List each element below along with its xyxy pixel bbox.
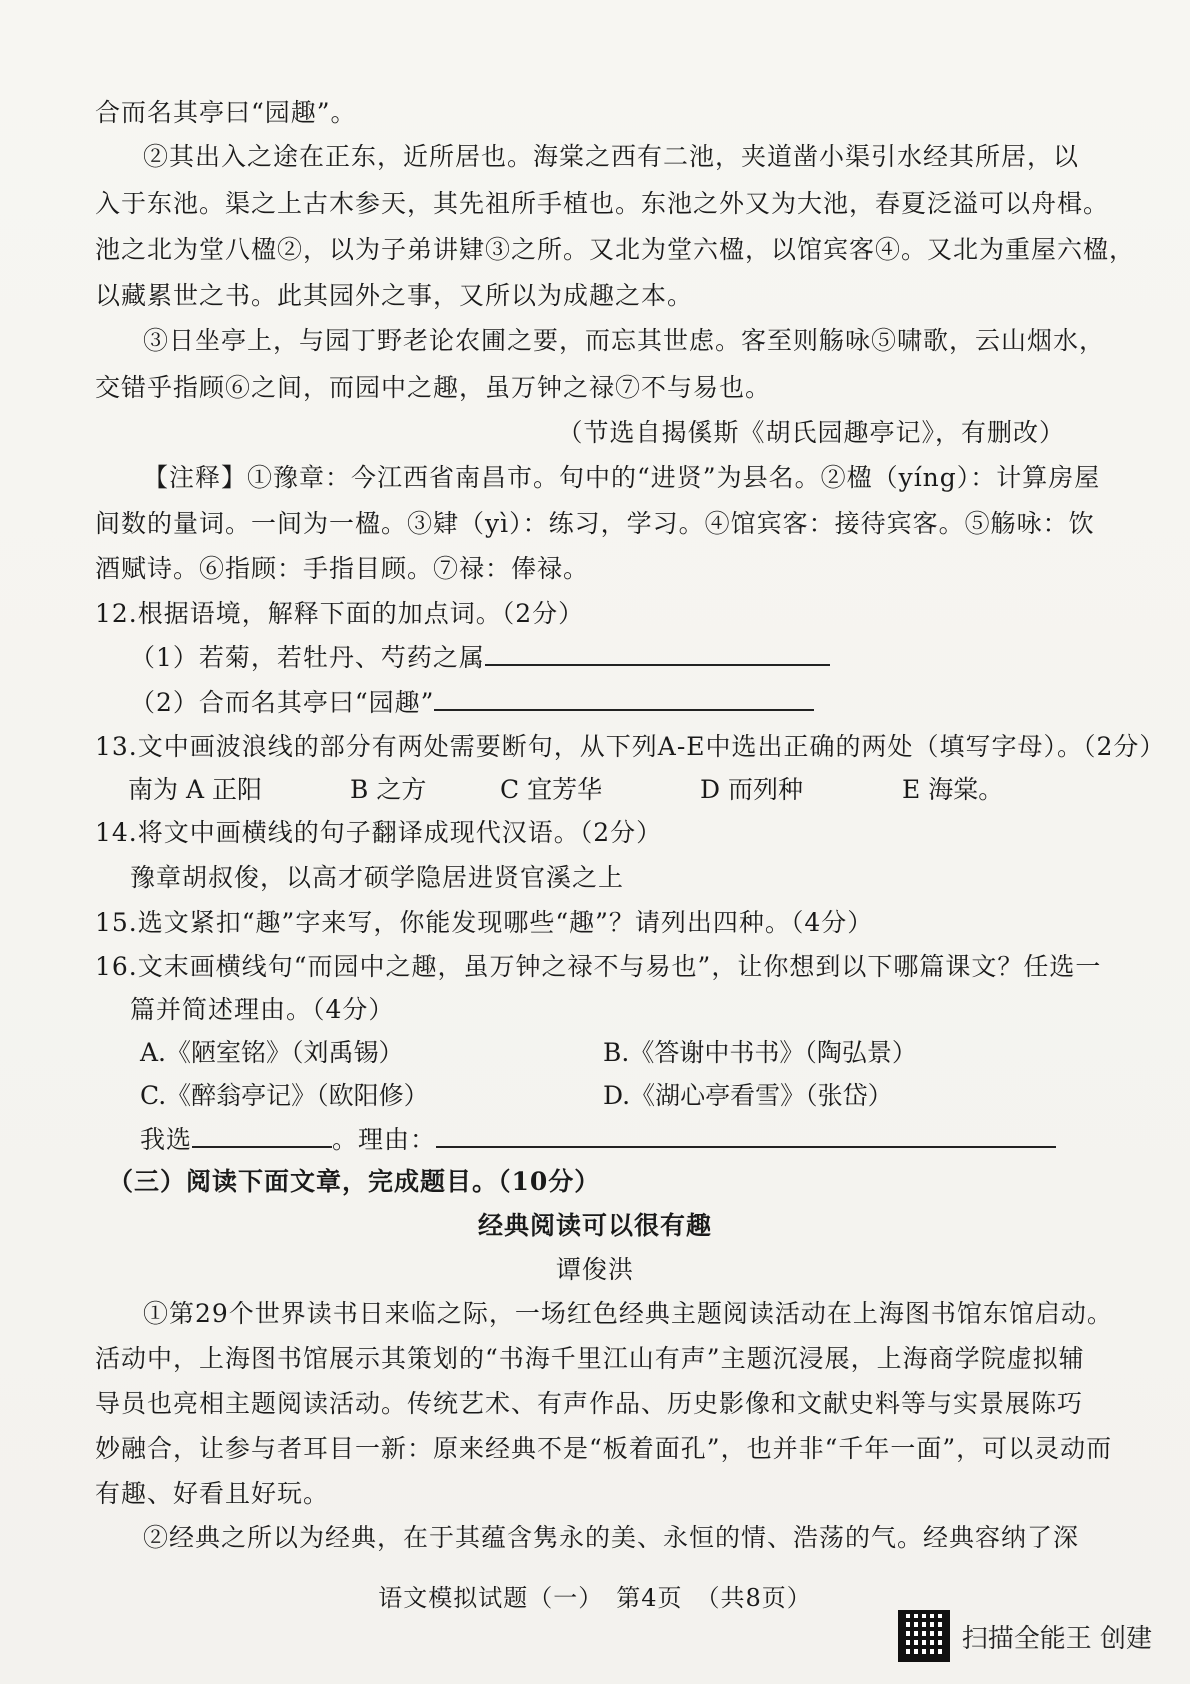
article-line: ①第29个世界读书日来临之际，一场红色经典主题阅读活动在上海图书馆东馆启动。 bbox=[143, 1299, 1113, 1328]
passage-line: ③日坐亭上，与园丁野老论农圃之要，而忘其世虑。客至则觞咏⑤啸歌，云山烟水， bbox=[143, 326, 1106, 355]
answer-blank[interactable] bbox=[434, 685, 814, 711]
question-12: 12.根据语境，解释下面的加点词。（2分） bbox=[95, 599, 585, 628]
answer-blank[interactable] bbox=[485, 640, 830, 666]
annotation-line: 酒赋诗。⑥指顾：手指目顾。⑦禄：俸禄。 bbox=[95, 554, 590, 583]
passage-line: 交错乎指顾⑥之间，而园中之趣，虽万钟之禄⑦不与易也。 bbox=[95, 373, 772, 402]
passage-line: 入于东池。渠之上古木参天，其先祖所手植也。东池之外又为大池，春夏泛溢可以舟楫。 bbox=[95, 189, 1110, 218]
scanner-watermark bbox=[898, 1610, 1152, 1662]
question-15: 15.选文紧扣“趣”字来写，你能发现哪些“趣”？请列出四种。（4分） bbox=[95, 908, 874, 937]
passage-line: ②其出入之途在正东，近所居也。海棠之西有二池，夹道凿小渠引水经其所居，以 bbox=[143, 142, 1080, 171]
article-title: 经典阅读可以很有趣 bbox=[477, 1211, 712, 1240]
q16-option: D.《湖心亭看雪》（张岱） bbox=[603, 1081, 893, 1110]
question-12-item-1-text: （1）若菊，若牡丹、芍药之属 bbox=[130, 643, 485, 672]
qr-code-icon bbox=[898, 1610, 950, 1662]
article-line: 活动中，上海图书馆展示其策划的“书海千里江山有声”主题沉浸展，上海商学院虚拟辅 bbox=[95, 1344, 1085, 1373]
article-author: 谭俊洪 bbox=[555, 1255, 634, 1284]
choice-blank[interactable] bbox=[192, 1122, 332, 1148]
passage-source: （节选自揭傒斯《胡氏园趣亭记》，有删改） bbox=[557, 418, 1065, 447]
question-13: 13.文中画波浪线的部分有两处需要断句，从下列A-E中选出正确的两处（填写字母）。（2分） bbox=[95, 732, 1166, 761]
section-3-heading: （三）阅读下面文章，完成题目。（10分） bbox=[108, 1167, 601, 1196]
question-16: 16.文末画横线句“而园中之趣，虽万钟之禄不与易也”，让你想到以下哪篇课文？任选一 bbox=[95, 952, 1102, 981]
question-12-item-2-text: （2）合而名其亭曰“园趣” bbox=[130, 688, 435, 717]
annotation-line: 间数的量词。一间为一楹。③肄（yì）：练习，学习。④馆宾客：接待宾客。⑤觞咏：饮 bbox=[95, 509, 1095, 538]
q16-answer-mid: 。理由： bbox=[332, 1125, 437, 1154]
q13-option: C 宜芳华 bbox=[500, 775, 603, 804]
question-16-cont: 篇并简述理由。（4分） bbox=[130, 995, 395, 1024]
q16-option: B.《答谢中书书》（陶弘景） bbox=[603, 1038, 917, 1067]
q16-answer-line bbox=[140, 1122, 1140, 1157]
question-12-item-1 bbox=[130, 640, 1130, 675]
q13-option: E 海棠。 bbox=[902, 775, 1004, 804]
q13-option: D 而列种 bbox=[700, 775, 803, 804]
article-line: 有趣、好看且好玩。 bbox=[95, 1479, 330, 1508]
q13-option: B 之方 bbox=[350, 775, 427, 804]
passage-line: 合而名其亭曰“园趣”。 bbox=[95, 98, 357, 127]
article-line: 导员也亮相主题阅读活动。传统艺术、有声作品、历史影像和文献史料等与实景展陈巧 bbox=[95, 1389, 1084, 1418]
page-footer: 语文模拟试题（一） 第4页 （共8页） bbox=[378, 1584, 812, 1612]
question-14-sentence: 豫章胡叔俊，以高才硕学隐居进贤官溪之上 bbox=[130, 863, 625, 892]
reason-blank[interactable] bbox=[436, 1122, 1056, 1148]
q16-answer-pre: 我选 bbox=[140, 1125, 193, 1154]
scanner-label: 扫描全能王 创建 bbox=[961, 1623, 1152, 1654]
annotation-line: 【注释】①豫章：今江西省南昌市。句中的“进贤”为县名。②楹（yíng）：计算房屋 bbox=[143, 463, 1101, 492]
question-14: 14.将文中画横线的句子翻译成现代汉语。（2分） bbox=[95, 818, 663, 847]
passage-line: 池之北为堂八楹②，以为子弟讲肄③之所。又北为堂六楹，以馆宾客④。又北为重屋六楹， bbox=[95, 235, 1136, 264]
q16-option: A.《陋室铭》（刘禹锡） bbox=[140, 1038, 404, 1067]
article-line: 妙融合，让参与者耳目一新：原来经典不是“板着面孔”，也并非“千年一面”，可以灵动而 bbox=[95, 1434, 1113, 1463]
passage-line: 以藏累世之书。此其园外之事，又所以为成趣之本。 bbox=[95, 281, 694, 310]
question-12-item-2 bbox=[130, 685, 1130, 720]
q16-option: C.《醉翁亭记》（欧阳修） bbox=[140, 1081, 429, 1110]
article-line: ②经典之所以为经典，在于其蕴含隽永的美、永恒的情、浩荡的气。经典容纳了深 bbox=[143, 1523, 1080, 1552]
q13-option: 南为 A 正阳 bbox=[128, 775, 262, 804]
